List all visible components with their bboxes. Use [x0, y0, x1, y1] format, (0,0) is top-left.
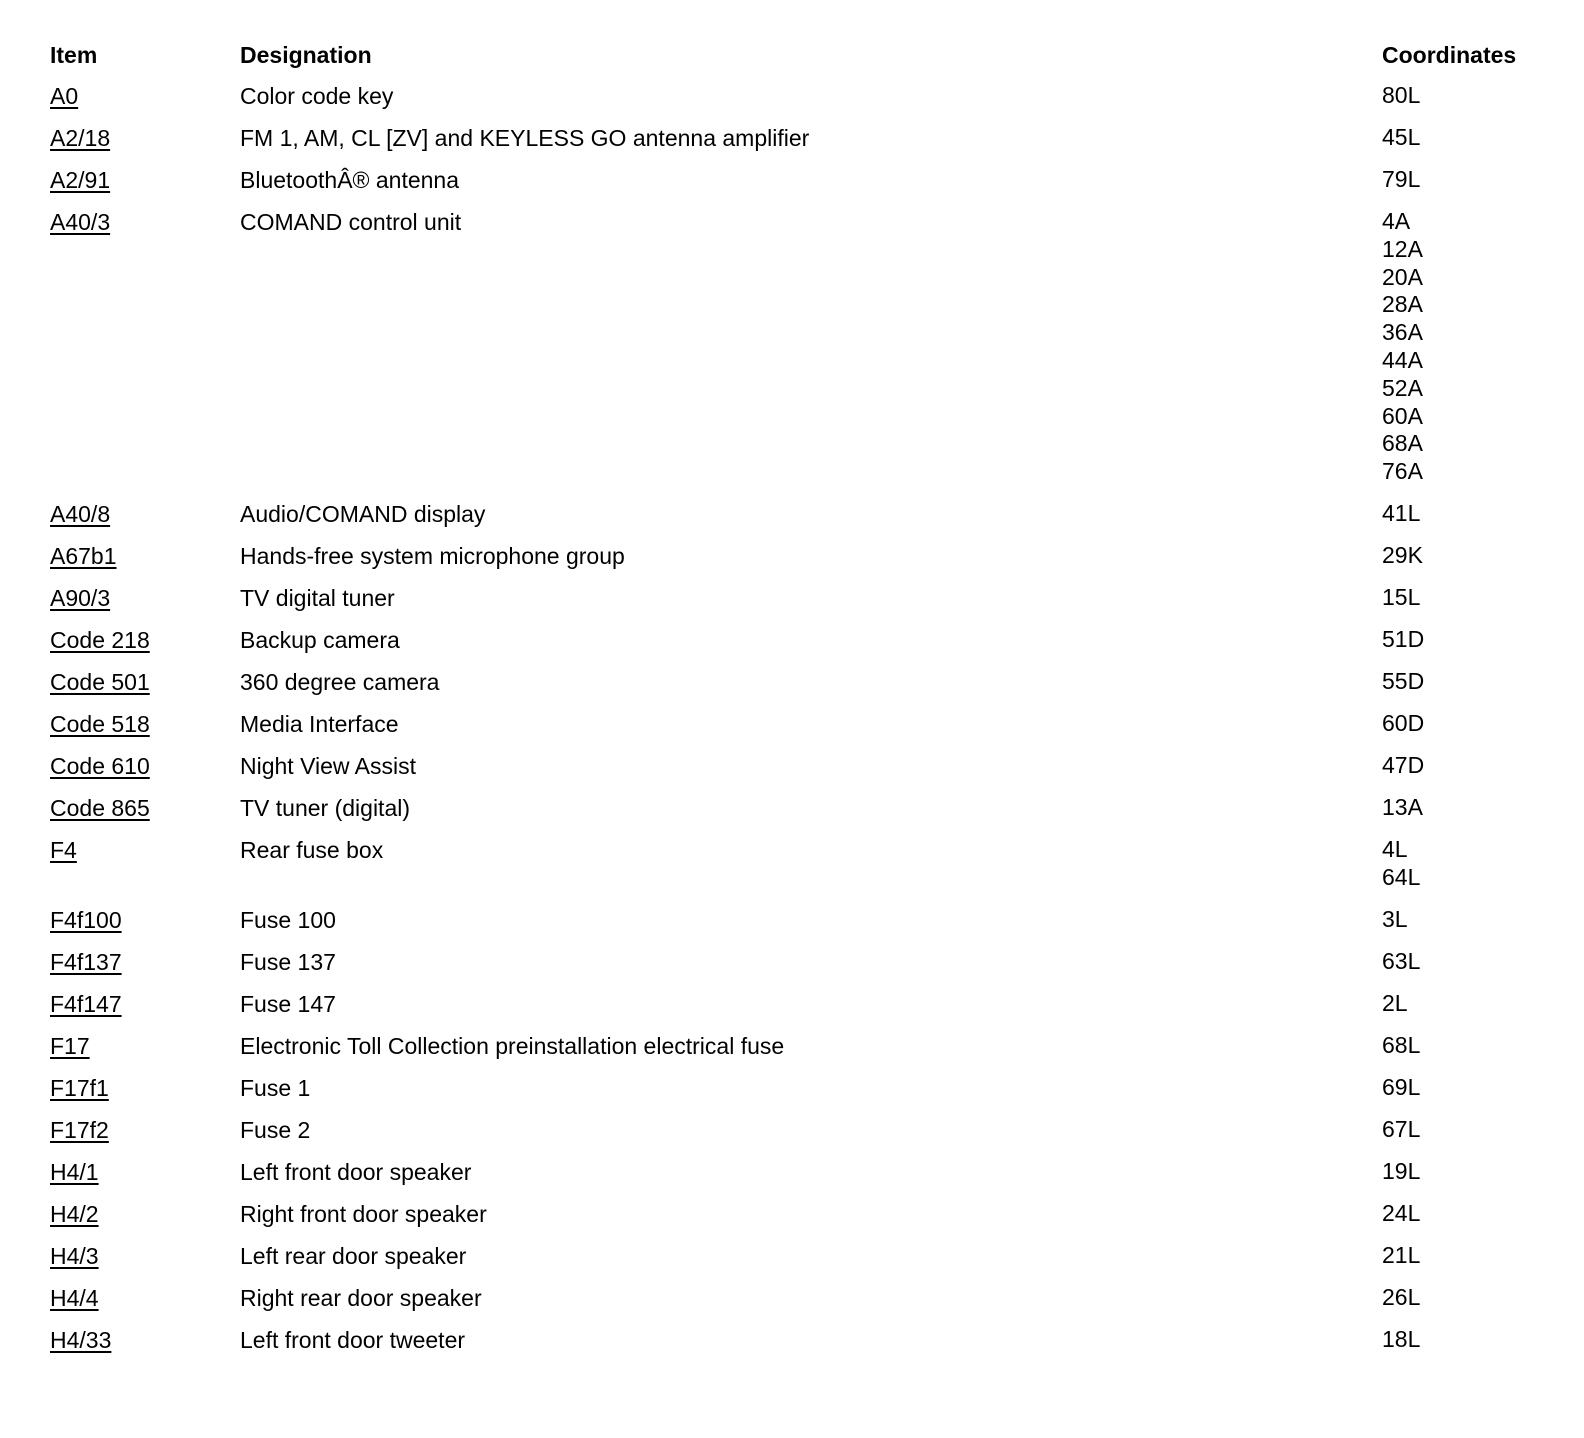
coordinate-value: 67L	[1382, 1115, 1421, 1142]
designation-cell: Left front door tweeter	[240, 1326, 466, 1353]
coordinates-cell	[1382, 662, 1560, 704]
table-row	[50, 118, 1560, 160]
coordinate-value: 44A	[1382, 346, 1423, 373]
table-row	[50, 830, 1560, 900]
designation-cell: TV digital tuner	[240, 584, 395, 611]
designation-cell: FM 1, AM, CL [ZV] and KEYLESS GO antenna amplifier	[240, 125, 810, 151]
table-row	[50, 704, 1560, 746]
item-link[interactable]: F4f147	[50, 990, 122, 1017]
table-row	[50, 1152, 1560, 1194]
item-cell	[50, 1068, 240, 1110]
coordinate-value: 4A	[1382, 208, 1411, 234]
item-cell	[50, 984, 240, 1026]
item-cell	[50, 746, 240, 788]
item-link[interactable]: H4/1	[50, 1158, 99, 1185]
item-link[interactable]: A0	[50, 83, 79, 109]
table-row	[50, 942, 1560, 984]
table-row	[50, 76, 1560, 118]
item-link[interactable]: A90/3	[50, 584, 111, 611]
coordinate-value: 51D	[1382, 625, 1425, 652]
coordinate-value: 15L	[1382, 583, 1421, 610]
item-cell	[50, 704, 240, 746]
item-link[interactable]: H4/2	[50, 1200, 99, 1227]
coordinate-value: 2L	[1382, 989, 1408, 1016]
item-cell	[50, 1026, 240, 1068]
item-link[interactable]: Code 518	[50, 710, 150, 737]
coordinate-value: 28A	[1382, 291, 1423, 318]
coordinates-cell	[1382, 704, 1560, 746]
item-cell	[50, 1278, 240, 1320]
coordinates-cell	[1382, 76, 1560, 118]
designation-cell: Right front door speaker	[240, 1200, 487, 1227]
item-link[interactable]: F4	[50, 836, 77, 863]
component-table	[50, 38, 1560, 1362]
item-link[interactable]: H4/4	[50, 1284, 99, 1311]
coordinate-value: 24L	[1382, 1199, 1421, 1226]
item-cell	[50, 1152, 240, 1194]
table-row	[50, 900, 1560, 942]
table-row	[50, 1320, 1560, 1362]
coordinates-cell	[1382, 1068, 1560, 1110]
coordinates-cell	[1382, 830, 1560, 900]
coordinate-value: 18L	[1382, 1325, 1421, 1352]
coordinates-cell	[1382, 578, 1560, 620]
coordinate-value: 64L	[1382, 863, 1421, 890]
coordinate-value: 29K	[1382, 541, 1423, 568]
coordinate-value: 41L	[1382, 499, 1421, 526]
coordinates-cell	[1382, 746, 1560, 788]
coordinates-cell	[1382, 160, 1560, 202]
coordinates-cell	[1382, 942, 1560, 984]
coordinate-value: 79L	[1382, 166, 1421, 192]
table-row	[50, 494, 1560, 536]
item-link[interactable]: Code 610	[50, 752, 150, 779]
coordinate-value: 52A	[1382, 374, 1423, 401]
item-cell	[50, 1194, 240, 1236]
item-cell	[50, 620, 240, 662]
item-link[interactable]: H4/33	[50, 1326, 112, 1353]
designation-cell: Rear fuse box	[240, 836, 384, 863]
item-link[interactable]: F4f100	[50, 906, 122, 933]
table-row	[50, 788, 1560, 830]
header-coordinates: Coordinates	[1382, 42, 1517, 68]
designation-cell: Right rear door speaker	[240, 1284, 482, 1311]
coordinate-value: 69L	[1382, 1073, 1421, 1100]
designation-cell: Night View Assist	[240, 752, 416, 779]
coordinates-cell	[1382, 1320, 1560, 1362]
item-cell	[50, 900, 240, 942]
coordinates-cell	[1382, 1110, 1560, 1152]
item-link[interactable]: A2/18	[50, 125, 111, 151]
coordinate-value: 60A	[1382, 402, 1423, 429]
table-row	[50, 536, 1560, 578]
item-cell	[50, 536, 240, 578]
designation-cell: Fuse 1	[240, 1074, 311, 1101]
coordinates-cell	[1382, 620, 1560, 662]
coordinates-cell	[1382, 1026, 1560, 1068]
coordinate-value: 55D	[1382, 667, 1425, 694]
coordinates-cell	[1382, 984, 1560, 1026]
item-link[interactable]: H4/3	[50, 1242, 99, 1269]
table-row	[50, 578, 1560, 620]
coordinate-value: 12A	[1382, 235, 1423, 262]
designation-cell: Fuse 137	[240, 948, 336, 975]
designation-cell: Media Interface	[240, 710, 399, 737]
designation-cell: Fuse 100	[240, 906, 336, 933]
item-cell	[50, 1236, 240, 1278]
coordinate-value: 45L	[1382, 124, 1421, 150]
item-link[interactable]: Code 865	[50, 794, 150, 821]
item-cell	[50, 160, 240, 202]
designation-cell: TV tuner (digital)	[240, 794, 411, 821]
designation-cell: COMAND control unit	[240, 209, 462, 235]
table-row	[50, 1278, 1560, 1320]
item-cell	[50, 578, 240, 620]
table-row	[50, 984, 1560, 1026]
coordinate-value: 47D	[1382, 751, 1425, 778]
coordinate-value: 68L	[1382, 1031, 1421, 1058]
table-row	[50, 1068, 1560, 1110]
item-link[interactable]: F17	[50, 1032, 90, 1059]
table-row	[50, 202, 1560, 494]
item-link[interactable]: Code 218	[50, 626, 150, 653]
item-link[interactable]: A67b1	[50, 542, 117, 569]
table-row	[50, 1110, 1560, 1152]
item-cell	[50, 1320, 240, 1362]
header-row	[50, 38, 1560, 76]
item-link[interactable]: A40/3	[50, 209, 111, 235]
item-cell	[50, 942, 240, 984]
coordinates-cell	[1382, 1152, 1560, 1194]
coordinate-value: 13A	[1382, 793, 1423, 820]
item-link[interactable]: F17f2	[50, 1116, 109, 1143]
table-row	[50, 620, 1560, 662]
coordinate-value: 21L	[1382, 1241, 1421, 1268]
coordinate-value: 60D	[1382, 709, 1425, 736]
coordinate-value: 26L	[1382, 1283, 1421, 1310]
item-link[interactable]: A2/91	[50, 167, 111, 193]
item-link[interactable]: Code 501	[50, 668, 150, 695]
coordinate-value: 76A	[1382, 458, 1423, 485]
designation-cell: 360 degree camera	[240, 668, 440, 695]
table-row	[50, 1236, 1560, 1278]
item-cell	[50, 830, 240, 900]
coordinate-value: 36A	[1382, 319, 1423, 346]
coordinates-cell	[1382, 536, 1560, 578]
coordinate-value: 19L	[1382, 1157, 1421, 1184]
table-row	[50, 746, 1560, 788]
item-cell	[50, 202, 240, 494]
item-cell	[50, 662, 240, 704]
item-cell	[50, 788, 240, 830]
item-link[interactable]: F4f137	[50, 948, 122, 975]
coordinates-cell	[1382, 788, 1560, 830]
designation-cell: Electronic Toll Collection preinstallation electrical fuse	[240, 1032, 785, 1059]
coordinates-cell	[1382, 1278, 1560, 1320]
designation-cell: Hands-free system microphone group	[240, 542, 625, 569]
coordinate-value: 3L	[1382, 905, 1408, 932]
designation-cell: Backup camera	[240, 626, 400, 653]
item-cell	[50, 118, 240, 160]
table-row	[50, 1194, 1560, 1236]
coordinates-cell	[1382, 118, 1560, 160]
coordinate-value: 68A	[1382, 430, 1423, 457]
coordinate-value: 80L	[1382, 82, 1421, 108]
item-cell	[50, 76, 240, 118]
coordinates-cell	[1382, 202, 1560, 494]
coordinates-cell	[1382, 494, 1560, 536]
table-body	[50, 76, 1560, 1362]
designation-cell: Fuse 2	[240, 1116, 311, 1143]
table-row	[50, 160, 1560, 202]
item-link[interactable]: F17f1	[50, 1074, 109, 1101]
coordinate-value: 4L	[1382, 835, 1408, 862]
item-cell	[50, 1110, 240, 1152]
item-link[interactable]: A40/8	[50, 500, 111, 527]
header-item: Item	[50, 42, 98, 68]
designation-cell: Left front door speaker	[240, 1158, 472, 1185]
item-cell	[50, 494, 240, 536]
designation-cell: Audio/COMAND display	[240, 500, 486, 527]
coordinates-cell	[1382, 1236, 1560, 1278]
table-row	[50, 1026, 1560, 1068]
designation-cell: Color code key	[240, 83, 394, 109]
header-designation: Designation	[240, 42, 372, 68]
coordinate-value: 20A	[1382, 263, 1423, 290]
coordinates-cell	[1382, 900, 1560, 942]
component-legend	[50, 38, 1560, 1362]
designation-cell: Fuse 147	[240, 990, 336, 1017]
table-row	[50, 662, 1560, 704]
designation-cell: BluetoothÂ® antenna	[240, 167, 460, 193]
designation-cell: Left rear door speaker	[240, 1242, 467, 1269]
coordinates-cell	[1382, 1194, 1560, 1236]
coordinate-value: 63L	[1382, 947, 1421, 974]
